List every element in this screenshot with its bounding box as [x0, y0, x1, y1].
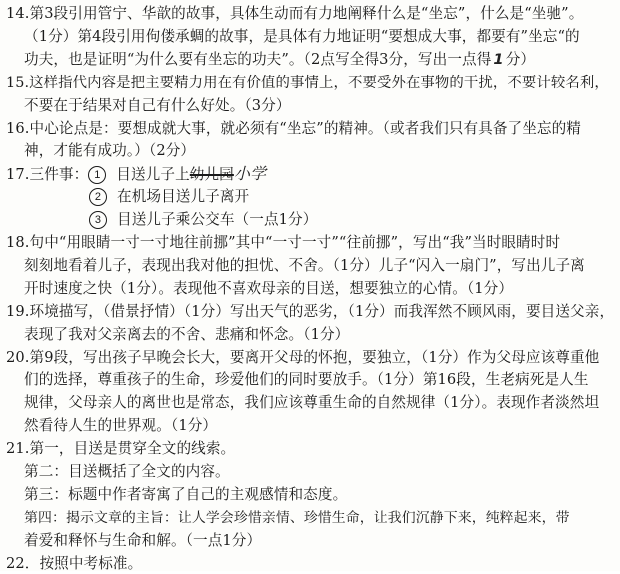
q16-line-1: 16.中心论点是：要想成就大事，就必须有“坐忘”的精神。（或者我们只有具备了坐忘的精 [6, 119, 582, 137]
q18-line-1: 18.句中“用眼睛一寸一寸地往前挪”其中“一寸一寸”“往前挪”，写出“我”当时眼睛时时 [6, 234, 561, 251]
q19-line-1: 19.环境描写，（借景抒情）（1分）写出天气的恶劣，（1分）而我浑然不顾风雨，要目送父亲， [6, 302, 615, 320]
q17-item-3: 目送儿子乘公交车（一点1分） [117, 211, 318, 229]
q20-line-3: 规律，父母亲人的离世也是常态，我们应该尊重生命的自然规律（1分）。表现作者淡然坦 [24, 394, 600, 412]
q14-handwritten-score: 1 [493, 50, 504, 68]
q15-line-1: 15.这样指代内容是把主要精力用在有价值的事情上，不要受外在事物的干扰，不要计较名利， [6, 74, 609, 91]
q19-line-2: 表现了我对父亲离去的不舍、悲痛和怀念。（1分） [24, 325, 350, 343]
q20-line-1: 20.第9段，写出孩子早晚会长大，要离开父母的怀抱，要独立，（1分）作为父母应该尊重他 [6, 348, 600, 366]
q14-line-2: （1分）第4段引用佝偻承蜩的故事，是具体有力地证明“要想成大事，都要有”坐忘“的 [24, 27, 580, 45]
q20-line-4: 然看待人生的世界观。（1分） [24, 417, 218, 435]
q21-line-2: 第二：目送概括了全文的内容。 [24, 463, 230, 480]
q17-line-2 [89, 187, 249, 207]
q16-line-2: 神，才能有成功。）（2分） [24, 142, 196, 160]
q21-line-4: 第四：揭示文章的主旨：让人学会珍惜亲情、珍惜生命，让我们沉静下来，纯粹起来，带 [24, 509, 570, 526]
circled-number-3: 3 [89, 211, 107, 229]
q17-line-3 [89, 210, 317, 230]
circled-number-2: 2 [89, 188, 107, 206]
q21-line-1: 21.第一，目送是贯穿全文的线索。 [6, 440, 236, 458]
q14-line-1: 14.第3段引用管宁、华歆的故事，具体生动而有力地阐释什么是“坐忘”，什么是“坐驰”。 [6, 5, 584, 22]
q20-line-2: 们的选择，尊重孩子的生命，珍爱他们的同时要放手。（1分）第16段，生老病死是人生 [24, 371, 589, 389]
q17-item-2: 在机场目送儿子离开 [117, 188, 250, 206]
q14-line-3-end: 分） [505, 50, 536, 68]
q18-line-3: 开时速度之快（1分）。表现他不喜欢母亲的目送，想要独立的心情。（1分） [24, 279, 514, 297]
q17-line-1 [6, 164, 266, 185]
q14-line-3-text: 功夫，也是证明“为什么要有坐忘的功夫”。（2点写全得3分，写出一点得 [24, 50, 492, 68]
q14-line-3 [24, 50, 535, 70]
q17-intro: 17.三件事： [6, 166, 89, 184]
q22-line-1: 22．按照中考标准。 [6, 554, 143, 572]
q15-line-2: 不要在于结果对自己有什么好处。（3分） [24, 96, 291, 114]
q21-line-3: 第三：标题中作者寄寓了自己的主观感情和态度。 [24, 485, 348, 503]
q17-handwritten-correction: 小学 [233, 164, 267, 184]
q21-line-5: 着爱和释怀与生命和解。（一点1分） [24, 531, 262, 549]
q17-struck-word: 幼儿园 [189, 166, 234, 184]
q17-item-1: 目送儿子上 [116, 166, 190, 184]
q18-line-2: 刻刻地看着儿子，表现出我对他的担忧、不舍。（1分）儿子“闪入一扇门”，写出儿子离 [24, 256, 585, 274]
circled-number-1: 1 [88, 166, 106, 184]
